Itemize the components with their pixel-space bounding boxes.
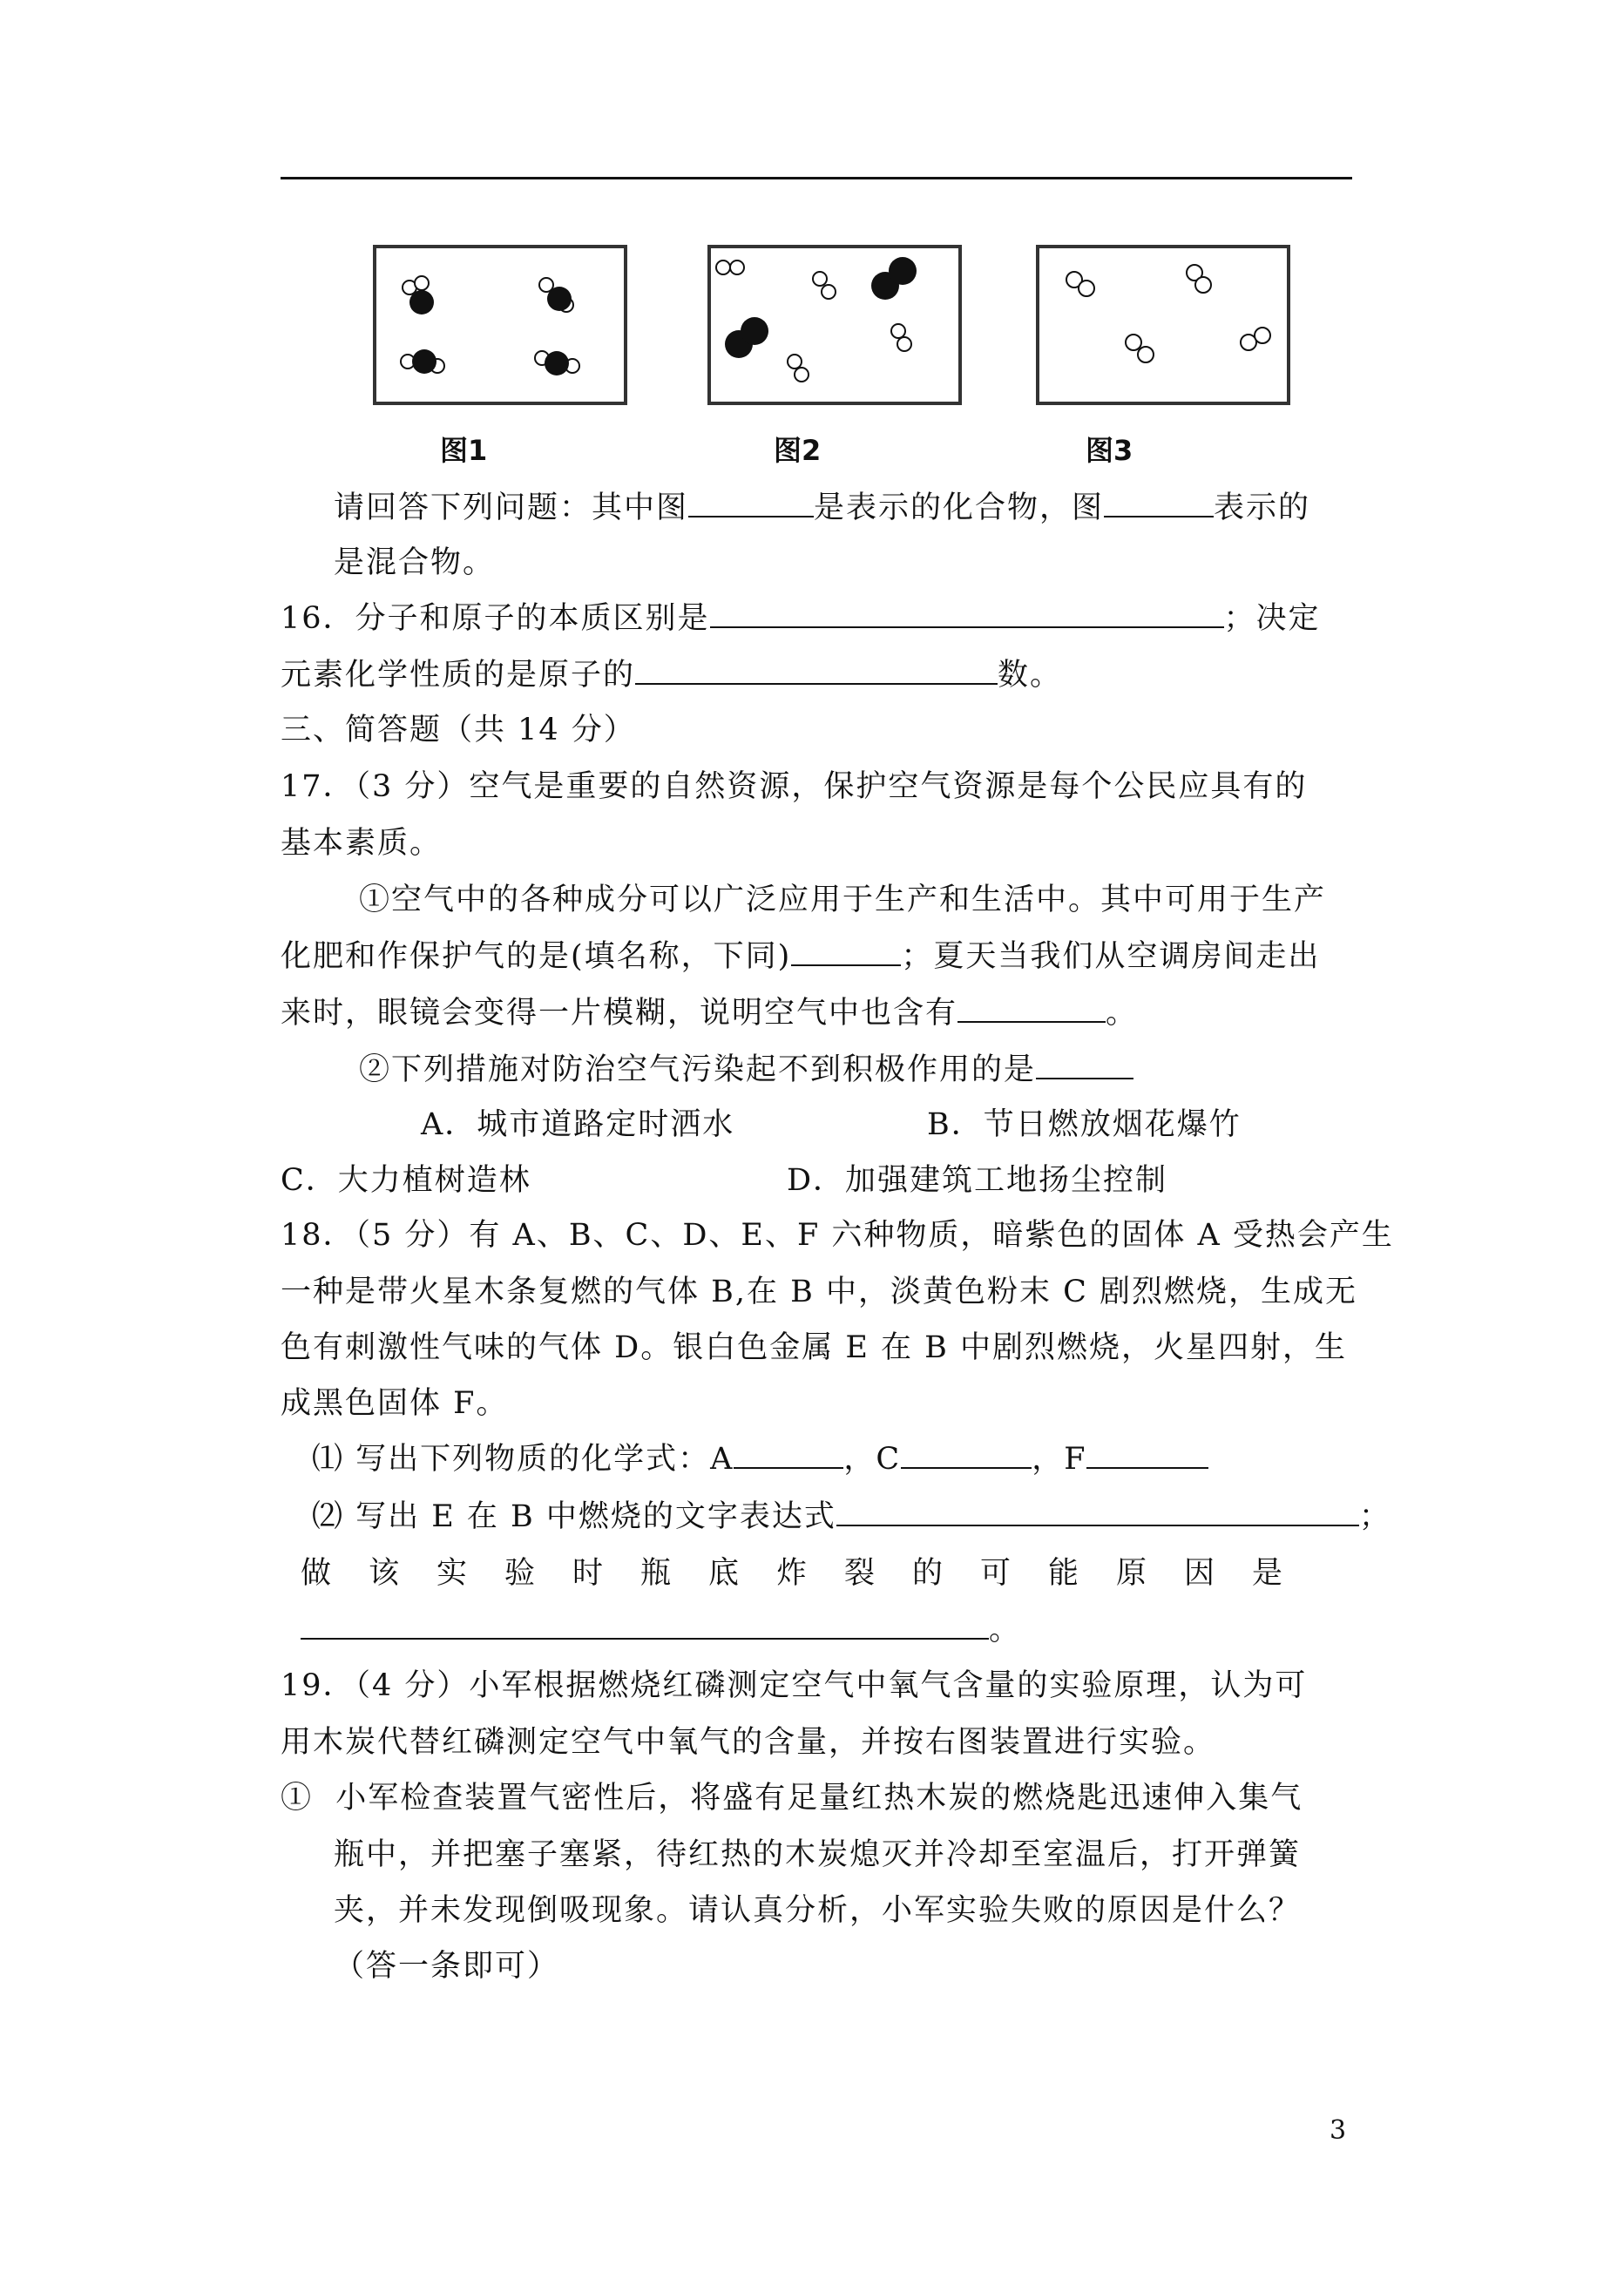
figure-2-box: [707, 245, 962, 405]
q18-sub4: 。: [301, 1610, 1021, 1650]
q18-blank-a[interactable]: [734, 1441, 843, 1469]
q17-blank-gas[interactable]: [791, 938, 901, 966]
q19-part1-line-1: ① 小军检查装置气密性后，将盛有足量红热木炭的燃烧匙迅速伸入集气: [281, 1781, 1303, 1816]
header-rule: [281, 177, 1352, 179]
q19-part1-line-3: 夹，并未发现倒吸现象。请认真分析，小军实验失败的原因是什么？: [334, 1893, 1302, 1928]
q17-option-d: D．加强建筑工地扬尘控制: [787, 1163, 1168, 1198]
q15-line-1: 请回答下列问题：其中图 是表示的化合物，图 表示的: [334, 490, 1311, 525]
page-number: 3: [1330, 2115, 1347, 2146]
q16-blank-difference[interactable]: [710, 600, 1224, 628]
q17-part2-line: ②下列措施对防治空气污染起不到积极作用的是: [359, 1050, 1133, 1090]
figure-3-molecules: [1039, 248, 1315, 402]
q19-part1-line-2: 瓶中，并把塞子塞紧，待红热的木炭熄灭并冷却至室温后，打开弹簧: [334, 1837, 1302, 1872]
q17-line-1: 17．（3 分）空气是重要的自然资源，保护空气资源是每个公民应具有的: [281, 769, 1308, 804]
q16-line-2: 元素化学性质的是原子的 数。: [281, 658, 1063, 693]
figure-1-molecules: [376, 248, 624, 402]
q15-blank-mixture[interactable]: [1104, 490, 1214, 517]
q19-line-1: 19．（4 分）小军根据燃烧红磷测定空气中氧气含量的实验原理，认为可: [281, 1668, 1308, 1703]
q18-sub1: ⑴ 写出下列物质的化学式：A ，C ，F: [312, 1439, 1208, 1479]
q17-part1-line-3: 来时，眼镜会变得一片模糊，说明空气中也含有 。: [281, 996, 1139, 1031]
figure-2-caption: 图2: [774, 434, 822, 467]
q17-blank-choice[interactable]: [1036, 1052, 1133, 1079]
figure-3-caption: 图3: [1086, 434, 1133, 467]
q17-option-b: B．节日燃放烟花爆竹: [927, 1107, 1242, 1142]
q18-line-4: 成黑色固体 F。: [281, 1386, 509, 1421]
q18-line-3: 色有刺激性气味的气体 D。银白色金属 E 在 B 中剧烈燃烧，火星四射，生: [281, 1330, 1347, 1365]
q18-blank-f[interactable]: [1086, 1441, 1208, 1469]
q18-blank-expression[interactable]: [836, 1498, 1359, 1526]
q17-part1-line-1: ①空气中的各种成分可以广泛应用于生产和生活中。其中可用于生产: [359, 883, 1327, 917]
q18-blank-c[interactable]: [901, 1441, 1032, 1469]
q17-blank-vapor[interactable]: [957, 995, 1106, 1023]
q18-sub2: ⑵ 写出 E 在 B 中燃烧的文字表达式 ；: [312, 1499, 1391, 1534]
q19-part1-line-4: （答一条即可）: [334, 1949, 560, 1984]
section-heading: 三、简答题（共 14 分）: [281, 713, 636, 747]
q18-line-2: 一种是带火星木条复燃的气体 B,在 B 中，淡黄色粉末 C 剧烈燃烧，生成无: [281, 1275, 1357, 1309]
q18-sub3: 做该实验时瓶底炸裂的可能原因是: [301, 1556, 1321, 1591]
q18-line-1: 18．（5 分）有 A、B、C、D、E、F 六种物质，暗紫色的固体 A 受热会产生: [281, 1218, 1394, 1253]
figure-2-molecules: [711, 248, 958, 402]
q16-blank-property[interactable]: [635, 657, 998, 685]
q18-blank-reason[interactable]: [301, 1612, 989, 1640]
q17-option-c: C．大力植树造林: [281, 1163, 531, 1198]
q17-part1-line-2: 化肥和作保护气的是(填名称，下同) ；夏天当我们从空调房间走出: [281, 939, 1321, 974]
q15-blank-compound[interactable]: [688, 490, 814, 517]
q17-line-2: 基本素质。: [281, 826, 443, 861]
figure-1-box: [373, 245, 627, 405]
figure-3-box: [1036, 245, 1290, 405]
q15-line-2: 是混合物。: [334, 545, 496, 580]
q19-line-2: 用木炭代替红磷测定空气中氧气的含量，并按右图装置进行实验。: [281, 1725, 1216, 1760]
q17-option-a: A．城市道路定时洒水: [421, 1107, 735, 1142]
figure-1-caption: 图1: [440, 434, 488, 467]
q16-line-1: 16．分子和原子的本质区别是 ；决定: [281, 601, 1321, 636]
